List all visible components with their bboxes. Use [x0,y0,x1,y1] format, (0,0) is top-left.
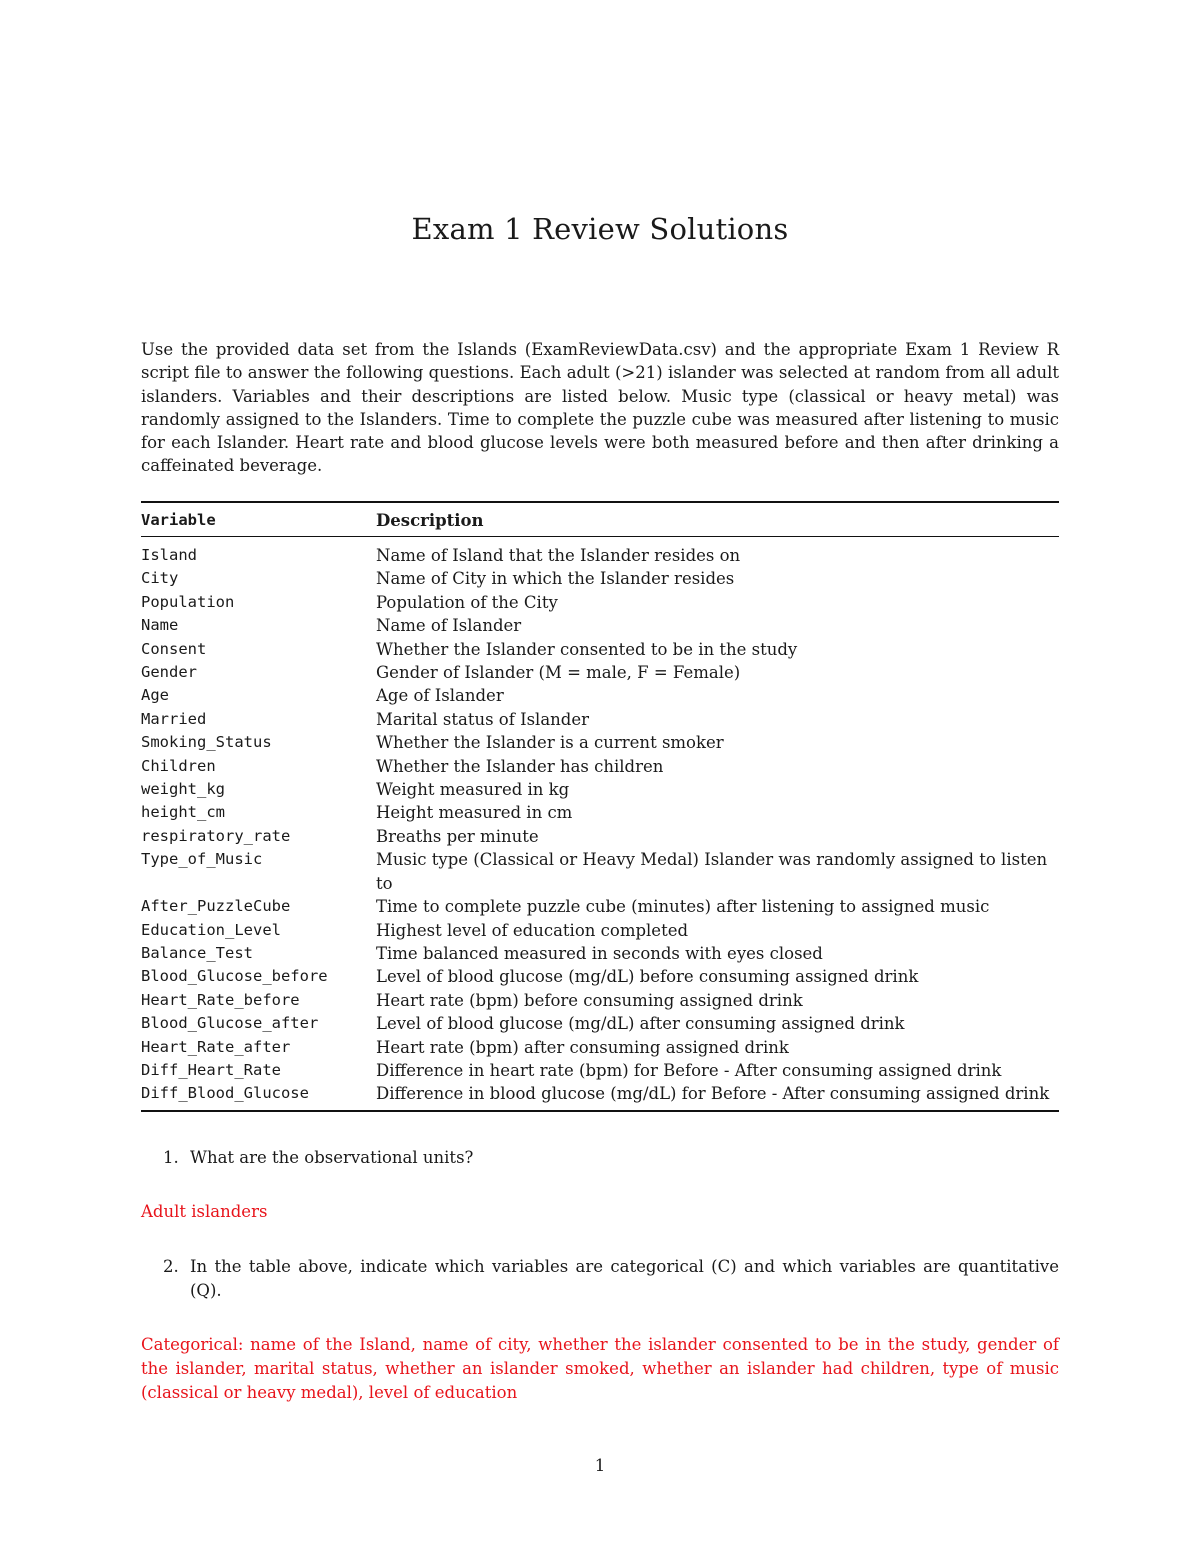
variable-description: Difference in heart rate (bpm) for Before - After consuming assigned drink [376,1060,1002,1080]
table-row [141,661,1059,684]
question-1 [141,1146,1059,1170]
variable-description: Level of blood glucose (mg/dL) before consuming assigned drink [376,967,919,987]
variable-name: Population [141,592,235,611]
variable-name: Island [141,546,197,564]
variable-name: Blood_Glucose_before [141,967,328,986]
table-row [141,614,1059,637]
answer-2: Categorical: name of the Island, name of city, whether the islander consented to be in the study, gender of the islander, marital status, whether an islander smoked, whether an islander had children, type of music (classical or heavy medal), level of education [141,1335,1059,1402]
variable-description: Gender of Islander (M = male, F = Female) [376,663,741,683]
variable-description: Name of Island that the Islander resides on [376,546,741,565]
variable-name: Education_Level [141,920,281,939]
variable-description: Weight measured in kg [376,780,570,800]
variable-name: Gender [141,663,197,682]
table-row [141,1082,1059,1110]
table-row [141,1059,1059,1082]
variable-name: Smoking_Status [141,733,272,752]
table-row [141,708,1059,731]
variable-name: Balance_Test [141,943,253,962]
table-row [141,778,1059,801]
table-row [141,591,1059,614]
variable-description: Heart rate (bpm) after consuming assigned drink [376,1037,789,1057]
variable-description: Heart rate (bpm) before consuming assigned drink [376,990,803,1010]
variable-name: Heart_Rate_after [141,1037,291,1056]
variable-description: Highest level of education completed [376,920,689,940]
answer-1: Adult islanders [141,1202,268,1221]
variable-description: Population of the City [376,592,558,612]
variable-name: Diff_Blood_Glucose [141,1082,376,1110]
variable-description: Age of Islander [376,686,504,706]
table-row [141,919,1059,942]
variable-description: Level of blood glucose (mg/dL) after consuming assigned drink [376,1014,905,1034]
variable-name: Heart_Rate_before [141,990,300,1009]
table-row [141,848,1059,895]
table-row [141,801,1059,824]
table-row [141,638,1059,661]
question-number: 1. [163,1148,179,1167]
variable-description: Breaths per minute [376,826,539,846]
variable-name: Consent [141,639,207,658]
table-row [141,684,1059,707]
variable-name: weight_kg [141,780,225,799]
variable-name: Name [141,616,179,635]
variable-name: After_PuzzleCube [141,897,291,916]
header-variable: Variable [141,502,376,537]
table-row [141,1012,1059,1035]
variable-description: Name of Islander [376,616,522,636]
variable-description: Height measured in cm [376,803,573,823]
variable-description: Time to complete puzzle cube (minutes) after listening to assigned music [376,897,990,917]
variable-name: City [141,569,179,588]
variable-description: Difference in blood glucose (mg/dL) for Before - After consuming assigned drink [376,1082,1059,1110]
question-2 [141,1255,1059,1303]
header-description: Description [376,502,1059,537]
table-row [141,989,1059,1012]
table-row [141,755,1059,778]
variables-table [141,501,1059,1112]
variable-description: Name of City in which the Islander resides [376,569,735,589]
variable-name: height_cm [141,803,225,822]
variable-description: Time balanced measured in seconds with eyes closed [376,943,823,963]
document-title: Exam 1 Review Solutions [411,212,789,246]
intro-paragraph: Use the provided data set from the Islands (ExamReviewData.csv) and the appropriate Exam 1 Review R script file to answer the following questions. Each adult (>21) islander was selected at random from all adult islanders. Variables and their descriptions are listed below. Music type (classical or heavy metal) was randomly assigned to the Islanders. Time to complete the puzzle cube was measured after listening to music for each Islander. Heart rate and blood glucose levels were both measured before and then after drinking a caffeinated beverage. [141,340,1059,476]
variable-description: Whether the Islander has children [376,756,664,776]
table-row [141,567,1059,590]
variable-name: Age [141,686,169,705]
variable-description: Whether the Islander is a current smoker [376,733,724,753]
table-header-row [141,502,1059,537]
table-row [141,825,1059,848]
table-row [141,942,1059,965]
table-row [141,1036,1059,1059]
question-number: 2. [163,1257,179,1276]
variable-name: Type_of_Music [141,850,263,869]
variable-name: Blood_Glucose_after [141,1014,319,1033]
page-number: 1 [594,1456,606,1475]
table-row [141,965,1059,988]
table-row [141,895,1059,918]
table-row [141,537,1059,568]
variable-name: Diff_Heart_Rate [141,1060,281,1079]
variable-name: Children [141,756,216,775]
variable-description: Whether the Islander consented to be in the study [376,639,798,659]
variable-name: respiratory_rate [141,826,291,845]
variable-description: Marital status of Islander [376,709,590,729]
question-text: In the table above, indicate which variables are categorical (C) and which variables are quantitative (Q). [190,1257,1059,1300]
variable-name: Married [141,709,207,728]
variable-description: Music type (Classical or Heavy Medal) Islander was randomly assigned to listen to [376,850,1048,893]
question-text: What are the observational units? [190,1148,474,1167]
table-row [141,731,1059,754]
